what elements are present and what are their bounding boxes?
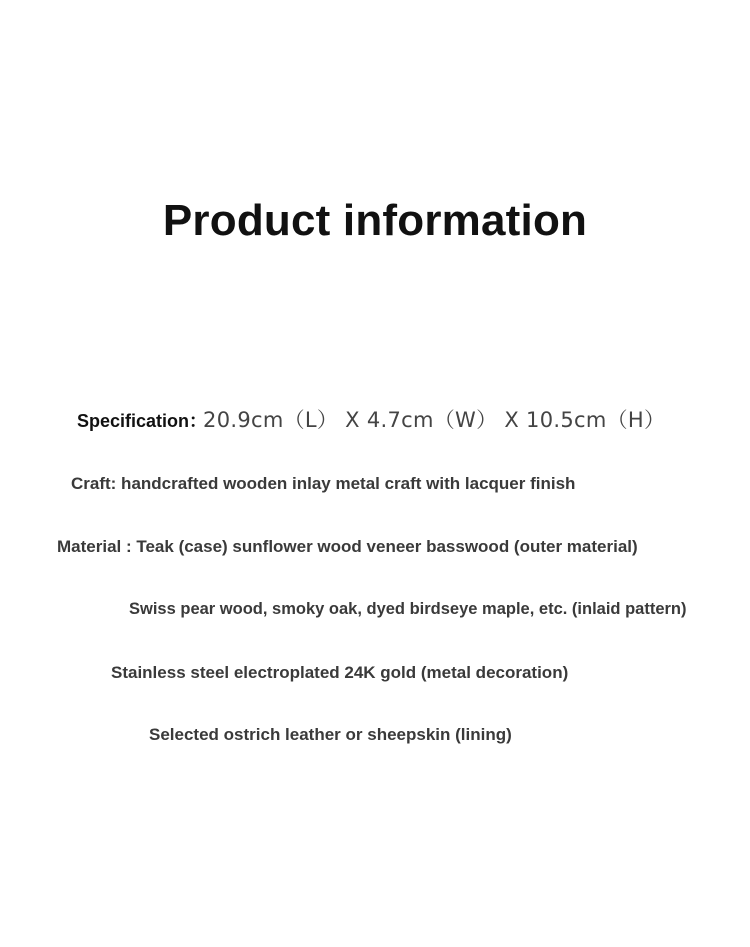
specification-value: 20.9cm（L） X 4.7cm（W） X 10.5cm（H）: [203, 408, 666, 432]
page-title: Product information: [162, 196, 588, 245]
material-text: Material : Teak (case) sunflower wood veneer basswood (outer material): [57, 537, 638, 556]
specification-label: Specification：: [77, 411, 208, 431]
material-metal-text: Stainless steel electroplated 24K gold (metal decoration): [111, 663, 569, 682]
material-lining-text: Selected ostrich leather or sheepskin (lining): [149, 725, 512, 744]
craft-text: Craft: handcrafted wooden inlay metal craft with lacquer finish: [71, 474, 576, 493]
material-inlay-text: Swiss pear wood, smoky oak, dyed birdseye maple, etc. (inlaid pattern): [129, 600, 687, 618]
specification-row: [77, 404, 665, 434]
